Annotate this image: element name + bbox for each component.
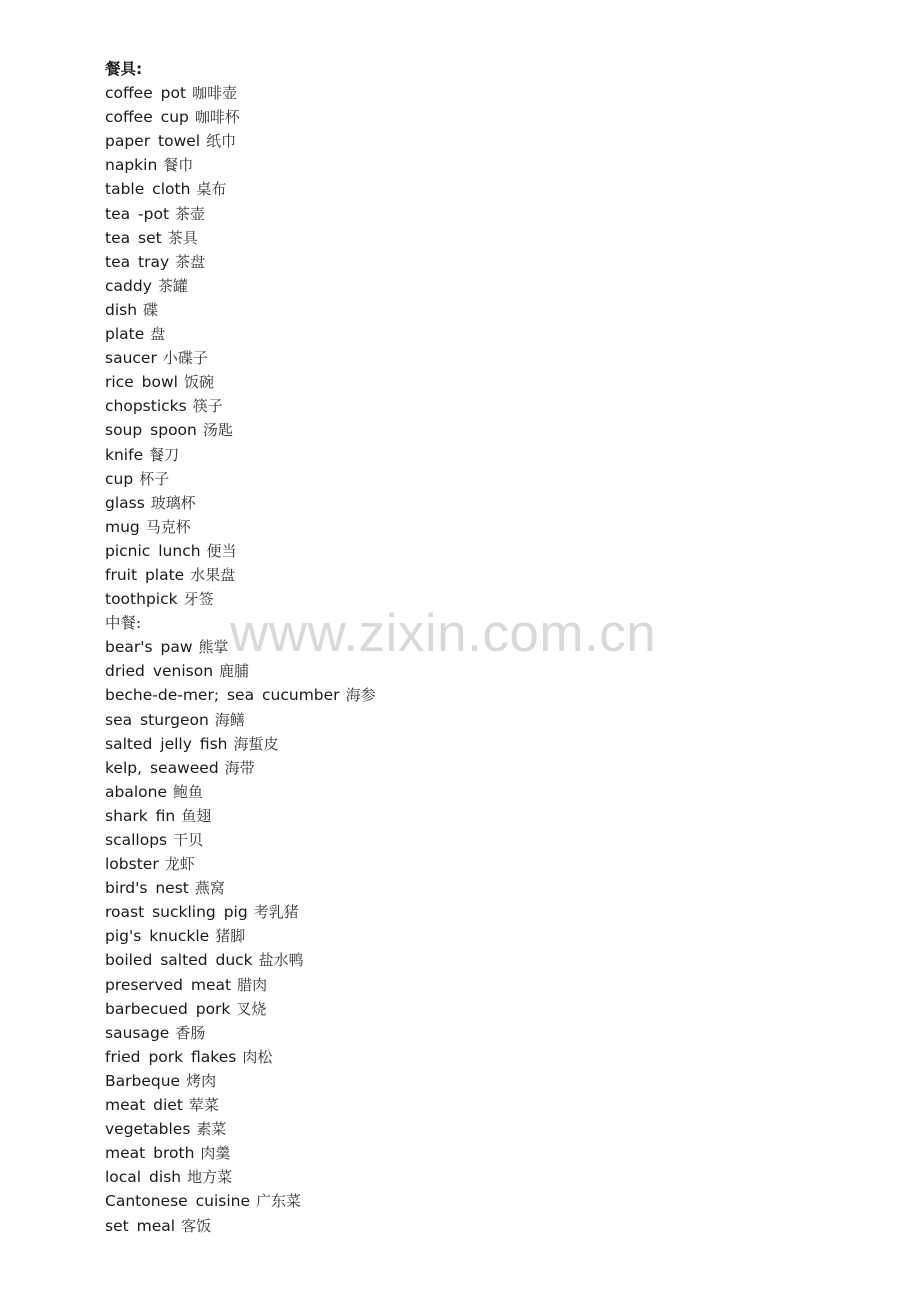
- chinese-term: 肉松: [242, 1047, 273, 1066]
- vocab-entry: [105, 443, 865, 467]
- vocab-entry: [105, 635, 865, 659]
- chinese-term: 咖啡壶: [192, 84, 238, 103]
- chinese-term: 考乳猪: [253, 903, 299, 922]
- vocab-entry: [105, 105, 865, 129]
- chinese-term: 海带: [224, 758, 255, 777]
- vocab-entry: [105, 539, 865, 563]
- vocab-entry: [105, 683, 865, 707]
- vocab-entry: [105, 1069, 865, 1093]
- vocab-entry: [105, 274, 865, 298]
- chinese-term: 汤匙: [202, 421, 233, 440]
- english-term: local dish: [105, 1168, 182, 1187]
- english-term: pig's knuckle: [105, 927, 210, 946]
- vocab-entry: [105, 129, 865, 153]
- english-term: salted jelly fish: [105, 734, 228, 753]
- chinese-term: 熊掌: [198, 638, 229, 657]
- english-term: boiled salted duck: [105, 951, 253, 970]
- chinese-term: 肉羹: [200, 1144, 231, 1163]
- chinese-term: 水果盘: [190, 565, 236, 584]
- english-term: rice bowl: [105, 373, 178, 392]
- vocab-entry: [105, 997, 865, 1021]
- english-term: picnic lunch: [105, 541, 201, 560]
- vocab-entry: [105, 780, 865, 804]
- english-term: Barbeque: [105, 1071, 181, 1090]
- watermark: www.zixin.com.cn: [230, 604, 657, 663]
- english-term: Cantonese cuisine: [105, 1192, 250, 1211]
- chinese-term: 香肠: [175, 1023, 206, 1042]
- english-term: soup spoon: [105, 421, 197, 440]
- vocab-entry: [105, 1093, 865, 1117]
- chinese-term: 地方菜: [187, 1168, 233, 1187]
- vocab-entry: [105, 973, 865, 997]
- english-term: tea tray: [105, 252, 170, 271]
- english-term: meat diet: [105, 1096, 183, 1115]
- vocab-entry: [105, 563, 865, 587]
- english-term: lobster: [105, 855, 159, 874]
- vocab-entry: [105, 250, 865, 274]
- chinese-term: 便当: [206, 541, 237, 560]
- chinese-term: 龙虾: [164, 855, 195, 874]
- chinese-term: 鱼翅: [181, 806, 212, 825]
- english-term: beche-de-mer; sea cucumber: [105, 686, 340, 705]
- chinese-term: 饭碗: [183, 373, 214, 392]
- chinese-term: 茶罐: [157, 276, 188, 295]
- vocab-entry: [105, 81, 865, 105]
- chinese-term: 客饭: [181, 1216, 212, 1235]
- vocab-entry: [105, 394, 865, 418]
- chinese-term: 鹿脯: [219, 662, 250, 681]
- chinese-term: 盐水鸭: [258, 951, 304, 970]
- vocab-entry: [105, 924, 865, 948]
- chinese-term: 纸巾: [206, 132, 237, 151]
- english-term: saucer: [105, 349, 157, 368]
- vocab-entry: [105, 1141, 865, 1165]
- vocab-entry: [105, 828, 865, 852]
- vocab-entry: [105, 370, 865, 394]
- vocab-entry: [105, 322, 865, 346]
- vocab-entry: [105, 467, 865, 491]
- vocab-entry: [105, 948, 865, 972]
- english-term: abalone: [105, 782, 167, 801]
- vocab-entry: [105, 1165, 865, 1189]
- english-term: mug: [105, 517, 140, 536]
- chinese-term: 牙签: [183, 590, 214, 609]
- chinese-term: 广东菜: [256, 1192, 302, 1211]
- english-term: toothpick: [105, 590, 178, 609]
- chinese-term: 餐刀: [149, 445, 180, 464]
- english-term: preserved meat: [105, 975, 232, 994]
- chinese-term: 茶壶: [175, 204, 206, 223]
- english-term: set meal: [105, 1216, 176, 1235]
- vocab-entry: [105, 876, 865, 900]
- chinese-term: 碟: [143, 300, 159, 319]
- english-term: dish: [105, 300, 138, 319]
- vocab-entry: [105, 852, 865, 876]
- english-term: napkin: [105, 156, 158, 175]
- vocab-entry: [105, 177, 865, 201]
- vocab-entry: [105, 732, 865, 756]
- vocab-entry: [105, 708, 865, 732]
- vocab-entry: [105, 346, 865, 370]
- chinese-term: 海蜇皮: [233, 734, 279, 753]
- english-term: cup: [105, 469, 134, 488]
- english-term: kelp, seaweed: [105, 758, 219, 777]
- english-term: paper towel: [105, 132, 201, 151]
- english-term: sea sturgeon: [105, 710, 209, 729]
- chinese-term: 茶盘: [175, 252, 206, 271]
- english-term: fried pork flakes: [105, 1047, 237, 1066]
- chinese-term: 海鳝: [214, 710, 245, 729]
- english-term: knife: [105, 445, 144, 464]
- vocab-entry: [105, 804, 865, 828]
- english-term: shark fin: [105, 806, 176, 825]
- english-term: glass: [105, 493, 145, 512]
- english-term: dried venison: [105, 662, 214, 681]
- english-term: bear's paw: [105, 638, 193, 657]
- chinese-term: 烤肉: [186, 1071, 217, 1090]
- chinese-term: 桌布: [196, 180, 227, 199]
- chinese-term: 马克杯: [145, 517, 191, 536]
- vocab-entry: [105, 1189, 865, 1213]
- english-term: tea -pot: [105, 204, 170, 223]
- vocab-entry: [105, 1214, 865, 1238]
- vocab-entry: [105, 153, 865, 177]
- english-term: caddy: [105, 276, 152, 295]
- english-term: sausage: [105, 1023, 170, 1042]
- vocab-entry: [105, 226, 865, 250]
- chinese-term: 小碟子: [162, 349, 208, 368]
- english-term: roast suckling pig: [105, 903, 248, 922]
- english-term: table cloth: [105, 180, 191, 199]
- english-term: bird's nest: [105, 879, 189, 898]
- chinese-term: 素菜: [196, 1120, 227, 1139]
- english-term: tea set: [105, 228, 162, 247]
- chinese-term: 干贝: [173, 831, 204, 849]
- chinese-term: 盘: [150, 325, 166, 344]
- vocab-entry: [105, 298, 865, 322]
- vocab-entry: [105, 659, 865, 683]
- chinese-term: 海参: [345, 686, 376, 705]
- english-term: chopsticks: [105, 397, 187, 416]
- vocab-entry: [105, 202, 865, 226]
- chinese-term: 腊肉: [237, 975, 268, 994]
- chinese-term: 荤菜: [188, 1096, 219, 1115]
- chinese-term: 猪脚: [215, 927, 246, 946]
- english-term: coffee cup: [105, 108, 189, 127]
- vocab-entry: [105, 515, 865, 539]
- chinese-term: 咖啡杯: [194, 108, 240, 127]
- document-body: [105, 57, 865, 1238]
- english-term: plate: [105, 325, 145, 344]
- vocab-entry: [105, 1021, 865, 1045]
- vocab-entry: [105, 587, 865, 611]
- chinese-term: 鲍鱼: [173, 782, 204, 801]
- chinese-term: 杯子: [139, 469, 170, 488]
- vocab-entry: [105, 756, 865, 780]
- chinese-term: 茶具: [167, 228, 198, 247]
- vocab-entry: [105, 491, 865, 515]
- english-term: vegetables: [105, 1120, 191, 1139]
- english-term: coffee pot: [105, 84, 187, 103]
- chinese-term: 叉烧: [236, 999, 267, 1018]
- english-term: meat broth: [105, 1144, 195, 1163]
- section-heading-chinese-food: 中餐:: [105, 614, 142, 633]
- vocab-entry: [105, 900, 865, 924]
- chinese-term: 餐巾: [163, 156, 194, 175]
- chinese-term: 燕窝: [194, 879, 225, 898]
- english-term: scallops: [105, 831, 168, 849]
- vocab-entry: [105, 1117, 865, 1141]
- vocab-entry: [105, 1045, 865, 1069]
- english-term: fruit plate: [105, 565, 185, 584]
- chinese-term: 筷子: [192, 397, 223, 416]
- section-heading-tableware: 餐具:: [105, 60, 143, 78]
- chinese-term: 玻璃杯: [150, 493, 196, 512]
- vocab-entry: [105, 418, 865, 442]
- english-term: barbecued pork: [105, 999, 231, 1018]
